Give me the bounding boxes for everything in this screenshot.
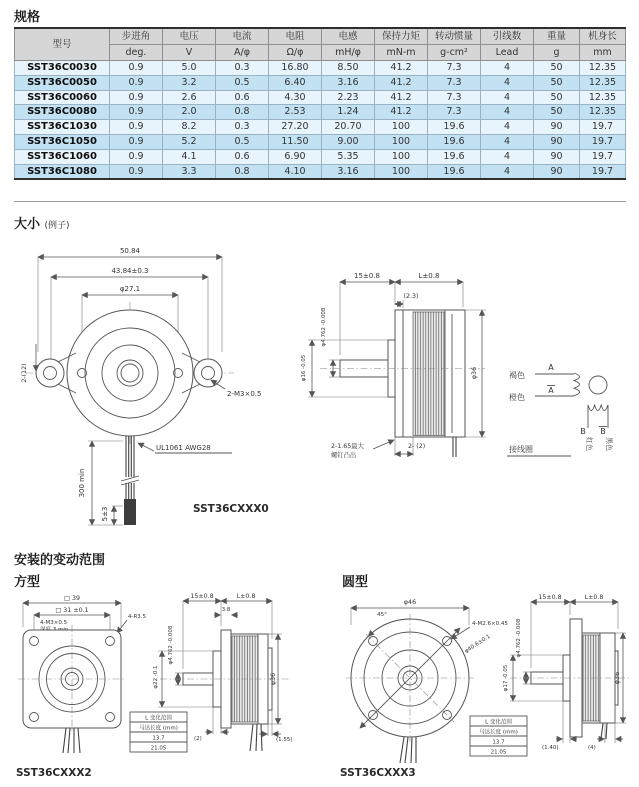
dim-label: 50.84 (119, 247, 141, 255)
dim-label: 43.84±0.3 (111, 267, 149, 275)
value-cell: 12.35 (580, 105, 626, 120)
tap-label: 2-M3×0.5 (227, 390, 262, 398)
spec-section-title: 规格 (14, 10, 41, 25)
value-cell: 5.35 (322, 149, 375, 164)
value-cell: 2.53 (269, 105, 322, 120)
value-cell: 7.3 (428, 90, 481, 105)
l-table-header: 马达长度 (mm) (139, 725, 178, 732)
value-cell: 2.0 (163, 105, 216, 120)
table-row (15, 149, 626, 164)
value-cell: 4 (481, 90, 534, 105)
dim-label: 300 min (78, 468, 86, 498)
col-header: 转动惯量 (428, 28, 481, 45)
value-cell: 12.35 (580, 61, 626, 76)
table-row (15, 164, 626, 179)
col-header: 引线数 (481, 28, 534, 45)
section-divider (14, 201, 626, 202)
col-header: 重量 (534, 28, 580, 45)
dim-label: □ 31 ±0.1 (55, 607, 89, 614)
value-cell: 4 (481, 61, 534, 76)
value-cell: 0.9 (110, 61, 163, 76)
corner-radius-label: 4-R3.5 (128, 614, 147, 620)
model-cell: SST36C1050 (15, 134, 110, 149)
screw-note: 2-1.65最大 (331, 443, 364, 450)
value-cell: 3.2 (163, 75, 216, 90)
model-cell: SST36C1080 (15, 164, 110, 179)
value-cell: 2.23 (322, 90, 375, 105)
value-cell: 90 (534, 164, 580, 179)
value-cell: 19.6 (428, 164, 481, 179)
value-cell: 19.7 (580, 134, 626, 149)
dim-label: φ17 -0.05 (503, 664, 509, 692)
front-view-drawing (10, 240, 310, 540)
dim-label: 3.8 (221, 607, 231, 613)
phase-a-label: A (548, 363, 554, 372)
wire-color-orange: 橙色 (509, 393, 525, 402)
l-table-value: 13.7 (152, 735, 165, 742)
size-title-note: (例子) (44, 221, 70, 231)
dim-label: (2.3) (403, 293, 419, 300)
wire-bundle (124, 499, 136, 525)
col-header: 电压 (163, 28, 216, 45)
value-cell: 8.2 (163, 120, 216, 135)
value-cell: 2.6 (163, 90, 216, 105)
value-cell: 50 (534, 61, 580, 76)
value-cell: 0.6 (216, 90, 269, 105)
col-unit: Ω/φ (269, 45, 322, 61)
dim-label: φ36 (471, 366, 478, 380)
model-cell: SST36C0060 (15, 90, 110, 105)
l-table-header: 马达长度 (mm) (479, 729, 518, 736)
value-cell: 12.35 (580, 75, 626, 90)
dim-label: L±0.8 (418, 272, 440, 280)
l-table-value: 21.05 (490, 749, 507, 756)
value-cell: 4 (481, 134, 534, 149)
value-cell: 50 (534, 90, 580, 105)
value-cell: 100 (375, 149, 428, 164)
wire-color-brown: 褐色 (509, 371, 525, 380)
value-cell: 3.3 (163, 164, 216, 179)
col-header: 电阻 (269, 28, 322, 45)
screw-note: 螺钉凸出 (331, 452, 357, 459)
value-cell: 0.9 (110, 164, 163, 179)
value-cell: 4.1 (163, 149, 216, 164)
value-cell: 12.35 (580, 90, 626, 105)
value-cell: 0.5 (216, 75, 269, 90)
l-range-table (130, 712, 187, 752)
value-cell: 5.2 (163, 134, 216, 149)
dim-label: φ16 -0.05 (301, 354, 307, 382)
value-cell: 0.9 (110, 120, 163, 135)
col-unit: A/φ (216, 45, 269, 61)
value-cell: 1.24 (322, 105, 375, 120)
dim-label: 45° (377, 612, 387, 618)
spec-table-wrap (14, 27, 626, 180)
value-cell: 16.80 (269, 61, 322, 76)
col-unit: g-cm² (428, 45, 481, 61)
value-cell: 5.0 (163, 61, 216, 76)
value-cell: 19.7 (580, 149, 626, 164)
value-cell: 100 (375, 164, 428, 179)
model-cell: SST36C0080 (15, 105, 110, 120)
value-cell: 0.9 (110, 134, 163, 149)
coil-b (588, 405, 608, 411)
dim-label: φ22 -0.1 (153, 665, 159, 689)
col-unit: mN-m (375, 45, 428, 61)
l-table-value: 21.05 (150, 745, 167, 752)
value-cell: 100 (375, 134, 428, 149)
dim-label: (1.55) (276, 737, 293, 743)
dim-label: 15±0.8 (538, 594, 562, 601)
col-header-model: 型号 (15, 28, 110, 61)
size-title-text: 大小 (14, 217, 41, 232)
l-range-table (470, 716, 527, 756)
model-variant-label: SST36CXXX3 (340, 767, 416, 779)
value-cell: 19.6 (428, 149, 481, 164)
model-cell: SST36C0030 (15, 61, 110, 76)
table-row (15, 120, 626, 135)
wire-color-red: 红色 (585, 437, 593, 451)
value-cell: 4 (481, 75, 534, 90)
phase-b-label: B (580, 427, 586, 436)
l-table-value: 13.7 (492, 739, 505, 746)
dim-label: L±0.8 (236, 593, 256, 600)
model-cell: SST36C0050 (15, 75, 110, 90)
phase-a-bar-label: A (548, 386, 554, 395)
square-type-title: 方型 (14, 575, 41, 590)
value-cell: 6.90 (269, 149, 322, 164)
value-cell: 90 (534, 120, 580, 135)
value-cell: 0.8 (216, 164, 269, 179)
value-cell: 7.3 (428, 105, 481, 120)
model-variant-label: SST36CXXX2 (16, 767, 92, 779)
dim-label: 2- (2) (408, 443, 426, 450)
value-cell: 9.00 (322, 134, 375, 149)
spec-table-body (15, 61, 626, 180)
dim-label: 5±3 (101, 506, 109, 522)
value-cell: 4 (481, 164, 534, 179)
value-cell: 6.40 (269, 75, 322, 90)
dim-label: L±0.8 (584, 594, 604, 601)
value-cell: 7.3 (428, 61, 481, 76)
value-cell: 41.2 (375, 75, 428, 90)
header-row-labels (15, 28, 626, 45)
value-cell: 19.6 (428, 134, 481, 149)
value-cell: 50 (534, 75, 580, 90)
l-table-title: L 变化范围 (145, 715, 172, 722)
table-row (15, 134, 626, 149)
col-header: 步进角 (110, 28, 163, 45)
dim-label: φ36 (270, 672, 277, 686)
value-cell: 19.7 (580, 164, 626, 179)
tap-label: 4-M3×0.5 (40, 620, 68, 626)
square-type-drawing (10, 593, 320, 783)
round-type-title: 圆型 (342, 575, 369, 590)
value-cell: 100 (375, 120, 428, 135)
dim-label: φ36 (614, 671, 621, 685)
value-cell: 19.6 (428, 120, 481, 135)
wire-spec-label: UL1061 AWG28 (156, 444, 211, 452)
dim-label: φ46 (403, 599, 417, 606)
coil-a (574, 373, 580, 396)
value-cell: 0.3 (216, 61, 269, 76)
col-unit: mm (580, 45, 626, 61)
value-cell: 3.16 (322, 75, 375, 90)
value-cell: 4.10 (269, 164, 322, 179)
dim-label: (4) (588, 745, 596, 751)
col-header: 保持力矩 (375, 28, 428, 45)
col-header: 机身长 (580, 28, 626, 45)
wiring-diagram (495, 340, 639, 485)
col-unit: mH/φ (322, 45, 375, 61)
value-cell: 4 (481, 120, 534, 135)
value-cell: 41.2 (375, 105, 428, 120)
round-type-drawing (330, 593, 639, 783)
table-row (15, 105, 626, 120)
value-cell: 0.5 (216, 134, 269, 149)
spec-table (14, 27, 626, 180)
value-cell: 0.3 (216, 120, 269, 135)
dim-label: (2) (194, 736, 202, 742)
value-cell: 19.7 (580, 120, 626, 135)
dim-label: (1.40) (542, 745, 559, 751)
col-unit: V (163, 45, 216, 61)
value-cell: 0.8 (216, 105, 269, 120)
value-cell: 0.9 (110, 90, 163, 105)
value-cell: 11.50 (269, 134, 322, 149)
model-cell: SST36C1030 (15, 120, 110, 135)
col-header: 电感 (322, 28, 375, 45)
dim-label: φ4.762 -0.008 (321, 307, 327, 347)
dim-label: 15±0.8 (354, 272, 380, 280)
value-cell: 0.6 (216, 149, 269, 164)
dim-label: φ40.6±0.1 (463, 633, 492, 655)
value-cell: 8.50 (322, 61, 375, 76)
side-view-drawing (295, 245, 505, 545)
value-cell: 0.9 (110, 105, 163, 120)
col-header: 电流 (216, 28, 269, 45)
value-cell: 90 (534, 134, 580, 149)
dim-label: φ4.762 -0.008 (168, 625, 174, 665)
rotor-circle (589, 376, 607, 394)
dim-label: φ4.762 -0.008 (516, 618, 522, 658)
dim-label: 15±0.8 (190, 593, 214, 600)
value-cell: 20.70 (322, 120, 375, 135)
col-unit: Lead (481, 45, 534, 61)
value-cell: 90 (534, 149, 580, 164)
lamination-stack (413, 312, 445, 436)
value-cell: 41.2 (375, 61, 428, 76)
col-unit: deg. (110, 45, 163, 61)
value-cell: 0.9 (110, 149, 163, 164)
value-cell: 27.20 (269, 120, 322, 135)
model-variant-label: SST36CXXX0 (193, 503, 269, 515)
value-cell: 3.16 (322, 164, 375, 179)
value-cell: 7.3 (428, 75, 481, 90)
table-row (15, 90, 626, 105)
dim-label: φ27.1 (119, 285, 141, 293)
phase-b-bar-label: B (600, 427, 606, 436)
tap-label: 4-M2.6×0.45 (472, 621, 508, 627)
value-cell: 4 (481, 105, 534, 120)
value-cell: 50 (534, 105, 580, 120)
value-cell: 4.30 (269, 90, 322, 105)
col-unit: g (534, 45, 580, 61)
dim-label: □ 39 (64, 595, 80, 602)
model-cell: SST36C1060 (15, 149, 110, 164)
table-row (15, 75, 626, 90)
wiring-caption: 接线圈 (509, 445, 533, 454)
value-cell: 0.9 (110, 75, 163, 90)
l-table-title: L 变化范围 (485, 719, 512, 726)
dim-label: 2-(12) (21, 363, 28, 383)
table-row (15, 61, 626, 76)
value-cell: 4 (481, 149, 534, 164)
mount-section-title: 安装的变动范围 (14, 553, 106, 568)
wire-color-black: 黑色 (605, 437, 613, 451)
value-cell: 41.2 (375, 90, 428, 105)
size-section-title (14, 213, 70, 232)
